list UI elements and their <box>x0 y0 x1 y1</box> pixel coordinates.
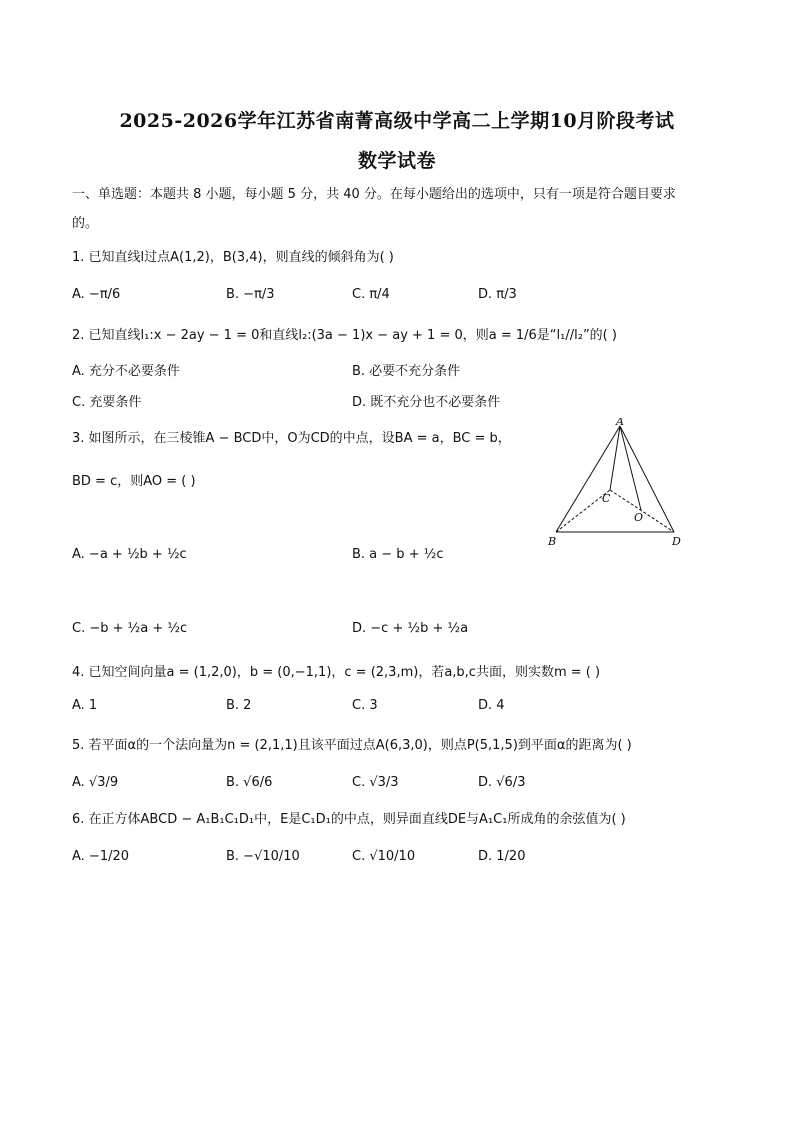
question-3-line1: 3. 如图所示，在三棱锥A − BCD中，O为CD的中点，设BA = a，BC = b， <box>72 431 511 446</box>
q2-option-a: A. 充分不必要条件 <box>72 364 180 379</box>
q1-option-b: B. −π/3 <box>226 287 275 302</box>
section-instructions-line2: 的。 <box>72 216 99 231</box>
label-d: D <box>672 535 681 548</box>
question-3-line2: BD = c，则AO = ( ) <box>72 474 196 489</box>
q3-option-d: D. −c + ½b + ½a <box>352 621 469 636</box>
q4-option-d: D. 4 <box>478 698 505 713</box>
q4-option-c: C. 3 <box>352 698 378 713</box>
edge-ao <box>620 426 641 510</box>
q6-option-d: D. 1/20 <box>478 849 526 864</box>
question-6: 6. 在正方体ABCD − A₁B₁C₁D₁中，E是C₁D₁的中点，则异面直线DE与A₁C₁所成角的余弦值为( ) <box>72 812 626 827</box>
q3-option-a: A. −a + ½b + ½c <box>72 547 187 562</box>
edge-ad <box>620 426 674 532</box>
label-b: B <box>548 535 557 548</box>
exam-title: 2025-2026学年江苏省南菁高级中学高二上学期10月阶段考试 <box>119 110 675 132</box>
q4-option-a: A. 1 <box>72 698 98 713</box>
label-o: O <box>634 511 644 524</box>
question-2: 2. 已知直线l₁:x − 2ay − 1 = 0和直线l₂:(3a − 1)x − ay + 1 = 0，则a = 1/6是“l₁//l₂”的( ) <box>72 328 617 343</box>
q5-option-b: B. √6/6 <box>226 775 273 790</box>
question-5: 5. 若平面α的一个法向量为n = (2,1,1)且该平面过点A(6,3,0)，则点P(5,1,5)到平面α的距离为( ) <box>72 738 632 753</box>
question-4: 4. 已知空间向量a = (1,2,0)，b = (0,−1,1)，c = (2,3,m)，若a,b,c共面，则实数m = ( ) <box>72 665 601 680</box>
exam-subtitle: 数学试卷 <box>357 150 436 172</box>
q6-option-b: B. −√10/10 <box>226 849 300 864</box>
q6-option-c: C. √10/10 <box>352 849 416 864</box>
q4-option-b: B. 2 <box>226 698 252 713</box>
q2-option-c: C. 充要条件 <box>72 395 142 410</box>
q6-option-a: A. −1/20 <box>72 849 130 864</box>
edge-ac <box>610 426 620 490</box>
q2-option-d: D. 既不充分也不必要条件 <box>352 395 501 410</box>
q1-option-a: A. −π/6 <box>72 287 121 302</box>
q1-option-d: D. π/3 <box>478 287 517 302</box>
q1-option-c: C. π/4 <box>352 287 390 302</box>
label-a: A <box>616 418 624 428</box>
q2-option-b: B. 必要不充分条件 <box>352 364 461 379</box>
section-instructions-line1: 一、单选题：本题共 8 小题，每小题 5 分，共 40 分。在每小题给出的选项中，只有一项是符合题目要求 <box>72 187 676 202</box>
q5-option-d: D. √6/3 <box>478 775 526 790</box>
edge-ab <box>556 426 620 532</box>
q5-option-a: A. √3/9 <box>72 775 119 790</box>
q3-option-c: C. −b + ½a + ½c <box>72 621 188 636</box>
q5-option-c: C. √3/3 <box>352 775 399 790</box>
q3-option-b: B. a − b + ½c <box>352 547 444 562</box>
question-1: 1. 已知直线l过点A(1,2)，B(3,4)，则直线的倾斜角为( ) <box>72 250 394 265</box>
tetrahedron-figure <box>548 418 682 548</box>
label-c: C <box>602 492 611 505</box>
